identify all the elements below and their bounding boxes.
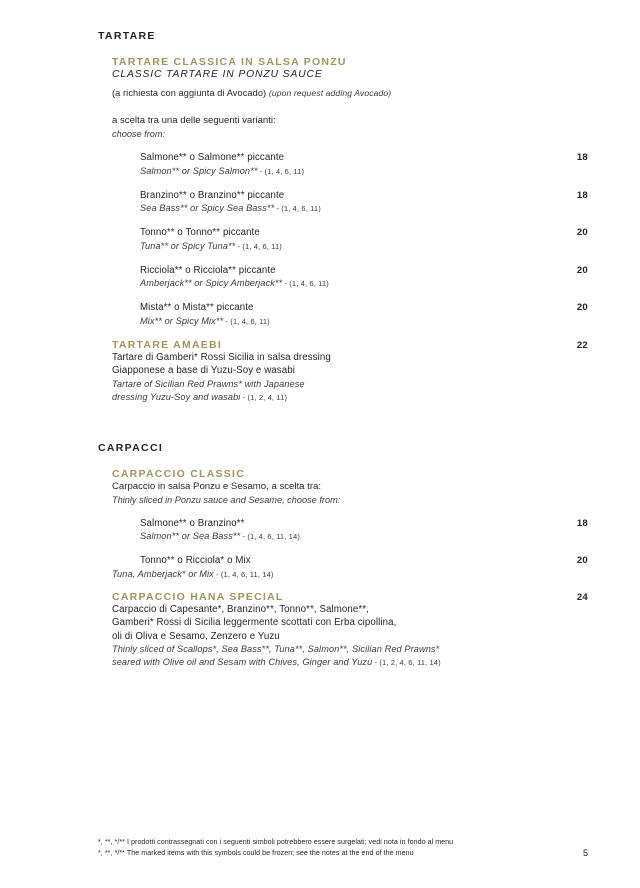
variant-name-en: Amberjack** or Spicy Amberjack** - (1, 4, 6, 11) <box>140 278 329 288</box>
allergen-codes: - (1, 4, 6, 11, 14) <box>213 569 274 579</box>
section-title-carpacci: CARPACCI <box>98 441 164 454</box>
variant-name-en: Mix** or Spicy Mix** - (1, 4, 6, 11) <box>140 315 270 326</box>
dish-sub-en: Thinly sliced in Ponzu sauce and Sesame, choose from: <box>112 494 341 505</box>
variant-price: 18 <box>576 517 588 529</box>
dish-desc-en-2: seared with Olive oil and Sesam with Chives, Ginger and Yuzu - (1, 2, 4, 6, 11, 14) <box>112 657 441 667</box>
dish-desc-en-2: dressing Yuzu-Soy and wasabi - (1, 2, 4, 11) <box>112 391 288 402</box>
allergen-codes: - (1, 4, 6, 11) <box>274 204 321 213</box>
allergen-codes: - (1, 4, 6, 11) <box>235 241 282 251</box>
variant-name-it: Branzino** o Branzino** piccante <box>140 189 285 201</box>
allergen-codes: - (1, 4, 6, 11) <box>282 279 329 288</box>
variant-name-en: Salmon** or Sea Bass** - (1, 4, 6, 11, 14) <box>140 531 300 541</box>
dish-desc-en-1: Thinly sliced of Scallops*, Sea Bass**, Tuna**, Salmon**, Sicilian Red Prawns* <box>112 644 440 654</box>
dish-desc-it-1: Carpaccio di Capesante*, Branzino**, Tonno**, Salmone**, <box>112 603 369 615</box>
variant-name-it: Mista** o Mista** piccante <box>140 302 254 313</box>
list-item <box>140 189 588 216</box>
variant-name-en: Salmon** or Spicy Salmon** - (1, 4, 6, 11) <box>140 165 305 176</box>
section-body-carpacci <box>112 468 588 670</box>
list-item <box>140 301 588 328</box>
list-item <box>140 554 588 568</box>
footer-note-it: *, **, */** I prodotti contrassegnati con i seguenti simboli potrebbero essere surgelati; vedi nota in fondo al menu <box>98 838 454 846</box>
section-title-tartare: TARTARE <box>98 30 156 42</box>
variant-list <box>140 151 588 328</box>
dish-group-title: TARTARE AMAEBI <box>112 338 223 351</box>
dish-group-carpaccio-classic <box>112 468 588 591</box>
list-item <box>140 226 588 253</box>
request-note-en: (upon request adding Avocado) <box>268 88 392 98</box>
variant-name-en: Tuna** or Spicy Tuna** - (1, 4, 6, 11) <box>140 240 282 251</box>
variant-name-en: Sea Bass** or Spicy Sea Bass** - (1, 4, 6, 11) <box>140 203 321 213</box>
variant-name-en-outdent: Tuna, Amberjack* or Mix - (1, 4, 6, 11, 14) <box>112 568 274 579</box>
list-item <box>140 517 588 544</box>
dish-desc-en-1: Tartare of Sicilian Red Prawns* with Japanese <box>112 378 305 389</box>
variant-name-it: Tonno** o Ricciola* o Mix <box>140 555 251 566</box>
variant-price: 20 <box>576 227 588 238</box>
choose-line-it: a scelta tra una delle seguenti varianti: <box>112 115 276 126</box>
variant-name-it: Salmone** o Branzino** <box>140 517 245 529</box>
variant-name-it: Tonno** o Tonno** piccante <box>140 227 260 238</box>
footer-notes <box>98 837 453 858</box>
variant-price: 20 <box>576 264 588 276</box>
dish-desc-it-1: Tartare di Gamberi* Rossi Sicilia in salsa dressing <box>112 351 331 363</box>
dish-price: 24 <box>576 591 588 603</box>
page-number: 5 <box>582 848 588 858</box>
variant-price: 18 <box>576 189 588 201</box>
dish-desc-it-3: oli di Oliva e Sesamo, Zenzero e Yuzu <box>112 630 280 642</box>
request-note-it: (a richiesta con aggiunta di Avocado) <box>112 88 267 98</box>
list-item <box>140 264 588 291</box>
request-note <box>112 86 588 100</box>
dish-desc-it-2: Gamberi* Rossi di Sicilia leggermente scottati con Erba cipollina, <box>112 617 397 628</box>
allergen-codes: - (1, 4, 6, 11) <box>223 316 270 326</box>
dish-desc-it-2: Giapponese a base di Yuzu-Soy e wasabi <box>112 365 295 376</box>
dish-price: 22 <box>576 339 588 351</box>
section-body-tartare <box>112 56 588 404</box>
dish-group-title-en: CLASSIC TARTARE IN PONZU SAUCE <box>112 69 323 80</box>
dish-group-title: CARPACCIO HANA SPECIAL <box>112 590 284 603</box>
dish-sub-it: Carpaccio in salsa Ponzu e Sesamo, a scelta tra: <box>112 480 322 492</box>
choose-line-en: choose from: <box>112 129 166 139</box>
variant-list <box>140 517 588 568</box>
allergen-codes: - (1, 2, 4, 11) <box>240 392 288 402</box>
dish-group-tartare-amaebi <box>112 339 588 404</box>
footer-note-en: *, **, */** The marked items with this symbols could be frozen; see the notes at the end of the menu <box>98 848 414 857</box>
variant-price: 20 <box>576 302 588 313</box>
variant-price: 18 <box>576 152 588 163</box>
page-footer <box>98 837 588 858</box>
allergen-codes: - (1, 4, 6, 11, 14) <box>240 532 300 541</box>
variant-price: 20 <box>576 555 588 566</box>
dish-group-title: CARPACCIO CLASSIC <box>112 467 246 480</box>
dish-group-title: TARTARE CLASSICA IN SALSA PONZU <box>112 56 347 68</box>
allergen-codes: - (1, 4, 6, 11) <box>257 166 305 176</box>
allergen-codes: - (1, 2, 4, 6, 11, 14) <box>372 658 441 667</box>
dish-group-carpaccio-hana-special <box>112 591 588 670</box>
variant-name-it: Salmone** o Salmone** piccante <box>140 152 285 163</box>
list-item <box>140 151 588 178</box>
variant-name-it: Ricciola** o Ricciola** piccante <box>140 264 276 276</box>
dish-group-tartare-classica <box>112 56 588 328</box>
